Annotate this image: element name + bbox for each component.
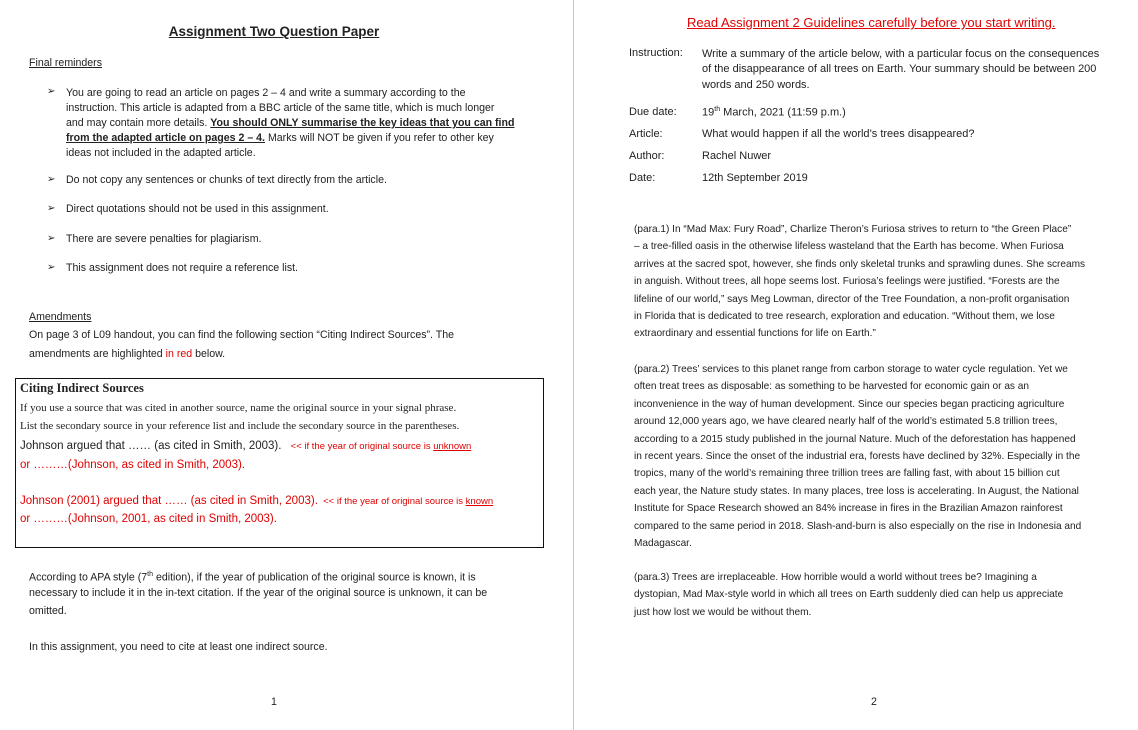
paragraph-2: (para.2) Trees’ services to this planet range from carbon storage to water cycle regulation. Yet we often treat trees as disposable: as something to be harvested for economic gain or as an inconvenience in the way of human development. Since our species began practicing agriculture around 12,000 years ago, we have cleared nearly half of the world’s estimated 5.8 trillion trees, according to a 2015 study published in the journal Nature. Much of the deforestation has happened in recent years. Since the onset of the industrial era, forests have declined by 32%. Especially in the tropics, many of the world’s remaining three trillion trees are falling fast, with about 15 billion cut each year, the Nature study states. In many places, tree loss is accelerating. In August, the National Institute for Space Research showed an 84% increase in fires in the Brazilian Amazon rainforest compared to the same period in 2018. Slash-and-burn is also especially on the rise in Indonesia and Madagascar.	[634, 364, 1082, 550]
author-name: Rachel Nuwer	[702, 150, 772, 162]
instruction-label: Instruction:	[629, 47, 683, 59]
amendments-line-2: amendments are highlighted in red below.	[29, 348, 226, 360]
page-number: 1	[271, 696, 277, 708]
bullet-arrow-icon: ➢	[47, 203, 56, 214]
date-label: Date:	[629, 172, 656, 184]
bullet-5-text: This assignment does not require a reference list.	[66, 262, 299, 274]
amendments-heading: Amendments	[29, 311, 92, 323]
article-label: Article:	[629, 128, 663, 140]
box-line-2: List the secondary source in your reference list and include the secondary source in the parentheses.	[20, 420, 460, 432]
bullet-1-text: You are going to read an article on pages 2 – 4 and write a summary according to the instruction. This article is adapted from a BBC article of the same title, which is much longer and may contain more details. You should ONLY summarise the key ideas that you can find from the adapted article on pages 2 – 4. Marks will NOT be given if you refer to other key ideas not included in the adapted article.	[66, 87, 515, 159]
due-date-value: 19th March, 2021 (11:59 p.m.)	[702, 106, 846, 119]
bullet-3-text: Direct quotations should not be used in this assignment.	[66, 203, 329, 215]
example-2-alt: or ………(Johnson, 2001, as cited in Smith, 2003).	[20, 513, 277, 525]
article-title: What would happen if all the world’s trees disappeared?	[702, 128, 975, 140]
author-label: Author:	[629, 150, 665, 162]
apa-line-2: necessary to include it in the in-text citation. If the year of the original source is unknown, it can be	[29, 587, 488, 599]
final-reminders-heading: Final reminders	[29, 57, 103, 69]
bullet-arrow-icon: ➢	[47, 174, 56, 185]
final-line: In this assignment, you need to cite at least one indirect source.	[29, 641, 328, 653]
example-1-alt: or ………(Johnson, as cited in Smith, 2003).	[20, 459, 245, 471]
page-number: 2	[871, 696, 877, 708]
instruction-text: Write a summary of the article below, with a particular focus on the consequences of the disappearance of all trees on Earth. Your summary should be between 200 words and 250 words.	[702, 48, 1100, 91]
bullet-arrow-icon: ➢	[47, 262, 56, 273]
box-heading: Citing Indirect Sources	[20, 381, 144, 395]
box-line-1: If you use a source that was cited in another source, name the original source in your signal phrase.	[20, 402, 457, 414]
guidelines-banner: Read Assignment 2 Guidelines carefully before you start writing.	[687, 15, 1056, 30]
apa-line-1: According to APA style (7th edition), if the year of publication of the original source is known, it is	[29, 571, 476, 584]
citing-indirect-sources-box	[15, 378, 544, 548]
bullet-2-text: Do not copy any sentences or chunks of text directly from the article.	[66, 174, 387, 186]
article-date: 12th September 2019	[702, 172, 808, 184]
amendments-line-1: On page 3 of L09 handout, you can find the following section “Citing Indirect Sources”. The	[29, 329, 454, 341]
apa-line-3: omitted.	[29, 605, 67, 617]
page-divider	[573, 0, 574, 730]
bullet-arrow-icon: ➢	[47, 86, 56, 97]
paragraph-1: (para.1) In “Mad Max: Fury Road”, Charlize Theron’s Furiosa strives to return to “the Green Place” – a tree-filled oasis in the otherwise lifeless wasteland that the Earth has become. When Furiosa arrives at the sacred spot, however, she finds only skeletal trunks and sprawling dunes. She screams in anguish. Without trees, all hope seems lost. Furiosa’s feelings were justified. “Forests are the lifeline of our world,” says Meg Lowman, director of the Tree Foundation, a non-profit organisation in Florida that is dedicated to tree research, exploration and education. “Without them, we lose extraordinary and essential functions for life on Earth.”	[634, 224, 1086, 340]
example-2: Johnson (2001) argued that …… (as cited in Smith, 2003). << if the year of original source is known	[20, 495, 494, 507]
page-title: Assignment Two Question Paper	[168, 24, 380, 39]
example-1: Johnson argued that …… (as cited in Smith, 2003). << if the year of original source is unknown	[20, 440, 472, 452]
bullet-4-text: There are severe penalties for plagiarism.	[66, 233, 262, 245]
due-date-label: Due date:	[629, 106, 677, 118]
paragraph-3: (para.3) Trees are irreplaceable. How horrible would a world without trees be? Imagining a dystopian, Mad Max-style world in which all trees on Earth suddenly died can help us appreciate just how lost we would be without them.	[634, 572, 1064, 618]
bullet-arrow-icon: ➢	[47, 233, 56, 244]
